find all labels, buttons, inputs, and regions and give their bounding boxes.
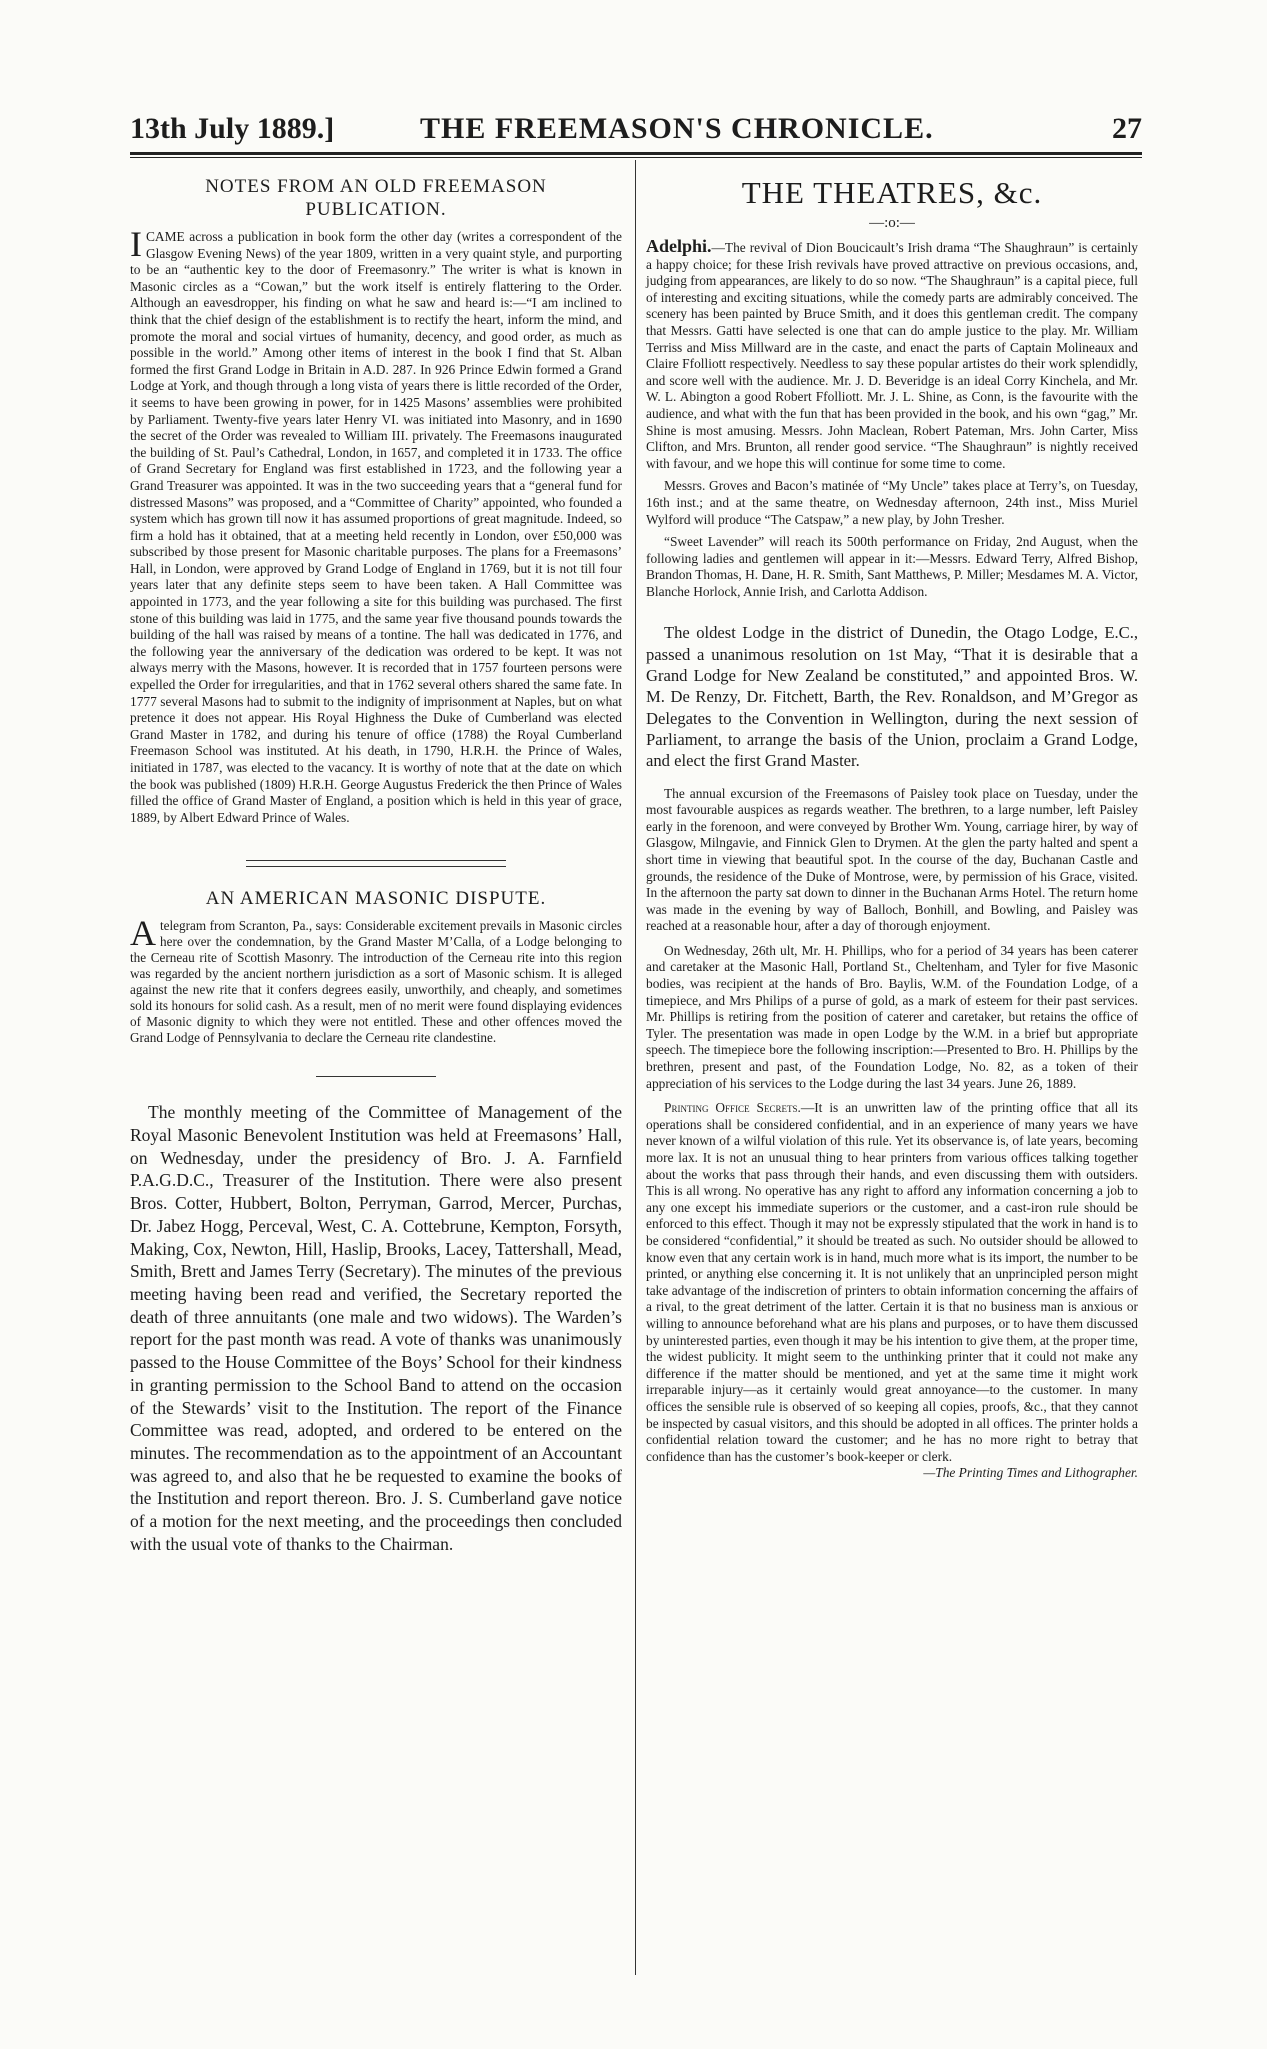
column-divider <box>635 160 636 1975</box>
left-column <box>130 175 622 1555</box>
page-number: 27 <box>1112 112 1142 145</box>
groves-notice: Messrs. Groves and Bacon’s matinée of “My Uncle” takes place at Terry’s, on Tuesday, 16th inst.; and at the same theatre, on Wednesday afternoon, 24th inst., Miss Muriel Wylford will produce “The Catspaw,” a new play, by John Tresher. <box>646 478 1138 527</box>
printing-lead: Printing Office Secrets. <box>664 1100 801 1116</box>
adelphi-review: —The revival of Dion Boucicault’s Irish drama “The Shaughraun” is certainly a happy choice; for these Irish revivals have proved attractive on previous occasions, and, judging from appearances, are likely to do so now. “The Shaughraun” is a capital piece, full of interesting and exciting situations, while the comedy parts are admirably conceived. The scenery has been painted by Bruce Smith, and it does this gentleman credit. The company that Messrs. Gatti have selected is one that can do ample justice to the play. Mr. William Terriss and Miss Millward are in the caste, and enact the parts of Captain Molineaux and Claire Ffolliott respectively. Needless to say these popular artistes do their work splendidly, and score well with the audience. Mr. J. D. Beveridge is an ideal Corry Kinchela, and Mr. W. L. Abington a good Robert Ffolliott. Mr. J. L. Shine, as Conn, is the favourite with the audience, and what with the fun that has been provided in the book, and his own “gag,” Mr. Shine is most amusing. Messrs. John Maclean, Robert Pateman, Mrs. John Carter, Miss Clifton, and Mrs. Brunton, all render good service. “The Shaughraun” is nightly received with favour, and we hope this will continue for some time to come. <box>646 240 1138 471</box>
dispute-heading: AN AMERICAN MASONIC DISPUTE. <box>205 888 547 910</box>
committee-article: The monthly meeting of the Committee of Management of the Royal Masonic Benevolent Institution was held at Freemasons’ Hall, on Wednesday, under the presidency of Bro. J. A. Farnfield P.A.G.D.C., Treasurer of the Institution. There were also present Bros. Cotter, Hubbert, Bolton, Perryman, Garrod, Mercer, Purchas, Dr. Jabez Hogg, Perceval, West, C. A. Cottebrune, Kempton, Forsyth, Making, Cox, Newton, Hill, Haslip, Brooks, Lacey, Tattershall, Mead, Smith, Brett and James Terry (Secretary). The minutes of the previous meeting having been read and verified, the Secretary reported the death of three annuitants (one male and two widows). The Warden’s report for the past month was read. A vote of thanks was unanimously passed to the House Committee of the Boys’ School for their kindness in granting permission to the School Band to attend on the occasion of the Stewards’ visit to the Institution. The report of the Finance Committee was read, adopted, and ordered to be entered on the minutes. The recommendation as to the appointment of an Accountant was agreed to, and also that he be requested to examine the books of the Institution and report thereon. Bro. J. S. Cumberland gave notice of a motion for the next meeting, and the proceedings then concluded with the usual vote of thanks to the Chairman. <box>130 1102 622 1554</box>
header-rule-thin <box>130 157 1142 158</box>
lavender-notice: “Sweet Lavender” will reach its 500th performance on Friday, 2nd August, when the following ladies and gentlemen will appear in it:—Messrs. Edward Terry, Alfred Bishop, Brandon Thomas, H. Dane, H. R. Smith, Sant Matthews, P. Miller; Mesdames M. A. Victor, Blanche Horlock, Annie Irish, and Carlotta Addison. <box>646 534 1138 599</box>
notes-heading: NOTES FROM AN OLD FREEMASON PUBLICATION. <box>205 176 547 220</box>
theatres-heading: THE THEATRES, &c. <box>741 175 1043 210</box>
page-header <box>130 108 1142 156</box>
right-column <box>646 175 1138 1482</box>
printing-signature: —The Printing Times and Lithographer. <box>923 1465 1138 1481</box>
phillips-article: On Wednesday, 26th ult, Mr. H. Phillips, who for a period of 34 years has been caterer and caretaker at the Masonic Hall, Portland St., Cheltenham, and Tyler for five Masonic bodies, was recipient at the hands of Bro. Baylis, W.M. of the Foundation Lodge, of a timepiece, and Mrs Philips of a purse of gold, as a mark of esteem for their past services. Mr. Phillips is retiring from the position of caterer and caretaker, but retains the office of Tyler. The presentation was made in open Lodge by the W.M. in a brief but appropriate speech. The timepiece bore the following inscription:—Presented to Bro. H. Phillips by the brethren, present and past, of the Foundation Lodge, No. 82, as a token of their appreciation of his services to the Lodge during the last 34 years. June 26, 1889. <box>646 942 1138 1091</box>
dunedin-article: The oldest Lodge in the district of Dunedin, the Otago Lodge, E.C., passed a unanimous resolution on 1st May, “That it is desirable that a Grand Lodge for New Zealand be constituted,” and appointed Bros. W. M. De Renzy, Dr. Fitchett, Barth, the Rev. Ronaldson, and M’Gregor as Delegates to the Convention in Wellington, during the next session of Parliament, to arrange the basis of the Union, proclaim a Grand Lodge, and elect the first Grand Master. <box>646 623 1138 771</box>
issue-date: 13th July 1889.] <box>130 112 335 145</box>
section-divider <box>246 860 506 867</box>
adelphi-lead: Adelphi. <box>646 236 712 256</box>
ornament-separator: —:o:— <box>869 215 915 231</box>
header-rule <box>130 152 1142 155</box>
dispute-article: Atelegram from Scranton, Pa., says: Considerable excitement prevails in Masonic circles here over the condemnation, by the Grand Master M’Calla, of a Lodge belonging to the Cerneau rite of Scottish Masonry. The introduction of the Cerneau rite into this region was regarded by the ancient northern jurisdiction as a sort of Masonic schism. It is alleged against the new rite that it confers degrees easily, unworthily, and cheaply, and sometimes sold its honours for solid cash. As a result, men of no merit were found displaying evidences of Masonic dignity to which they were not entitled. These and other offences moved the Grand Lodge of Pennsylvania to declare the Cerneau rite clandestine. <box>130 913 622 1046</box>
printing-article: —It is an unwritten law of the printing office that all its operations shall be considered confidential, and in an experience of many years we have never known of a wilful violation of this rule. Yet its observance is, of late years, becoming more lax. It is not an unusual thing to hear printers from various offices talking together about the works that pass through their hands, and even discussing them with outsiders. This is all wrong. No operative has any right to afford any information concerning a job to any one except his immediate superiors or the customer, and a cast-iron rule should be enforced to this effect. Though it may not be expressly stipulated that the work in hand is to be considered “confidential,” it should be treated as such. No outsider should be allowed to know even that any certain work is in hand, much more what is its import, the number to be printed, or anything else concerning it. It is not unlikely that an unprincipled person might take advantage of the indiscretion of printers to obtain information concerning the affairs of a rival, to the great detriment of the latter. Certain it is that no business man is anxious or willing to announce beforehand what are his plans and purposes, or to have them discussed by uninterested parties, even though it may be his intention to give them, at the proper time, the widest publicity. It might seem to the unthinking printer that it could not make any difference if the matter should be mentioned, and yet at the same time it might work irreparable injury—as it certainly would great annoyance—to the customer. In many offices the sensible rule is observed of so keeping all copies, proofs, &c., that they cannot be inspected by casual visitors, and this should be adopted in all offices. The printer holds a confidential relation toward the customer; and he has no more right to betray that confidence than has the customer’s book-keeper or clerk. <box>646 1100 1138 1464</box>
notes-article: ICAME across a publication in book form the other day (writes a correspondent of the Glasgow Evening News) of the year 1809, written in a very quaint style, and purporting to be an “authentic key to the door of Freemasonry.” The writer is what is known in Masonic circles as a “Cowan,” but the work itself is entirely flattering to the Order. Although an eavesdropper, his finding on what he saw and heard is:—“I am inclined to think that the chief design of the establishment is to rectify the heart, inform the mind, and promote the moral and social virtues of humanity, decency, and good order, as much as possible in the world.” Among other items of interest in the book I find that St. Alban formed the first Grand Lodge in Britain in A.D. 287. In 926 Prince Edwin formed a Grand Lodge at York, and though through a long vista of years there is little recorded of the Order, it seems to have been growing in power, for in 1425 Masons’ assemblies were prohibited by Parliament. Twenty-five years later Henry VI. was initiated into Masonry, and in 1690 the secret of the Order was revealed to William III. privately. The Freemasons inaugurated the building of St. Paul’s Cathedral, London, in 1657, and completed it in 1733. The office of Grand Secretary for England was first established in 1723, and the following year a Grand Treasurer was appointed. It was in the two succeeding years that a “general fund for distressed Masons” was proposed, and a “Committee of Charity” appointed, who founded a system which has grown till now it has assumed proportions of great magnitude. Indeed, so firm a hold has it obtained, that at a meeting held recently in London, over £50,000 was subscribed by those present for Masonic charitable purposes. The plans for a Freemasons’ Hall, in London, were approved by Grand Lodge of England in 1769, but it is not till four years later that any definite steps seem to have been taken. A Hall Committee was appointed in 1773, and the year following a site for this building was purchased. The first stone of this building was laid in 1775, and the same year five thousand pounds towards the building of the hall was raised by means of a tontine. The hall was dedicated in 1776, and the following year the anniversary of the dedication was ordered to be kept. It was not always merry with the Masons, however. It is recorded that in 1757 fourteen persons were expelled the Order for irregularities, and that in 1762 several others shared the same fate. In 1777 several Masons had to submit to the indignity of imprisonment at Naples, but on what pretence it does not appear. His Royal Highness the Duke of Cumberland was elected Grand Master in 1782, and during his tenure of office (1788) the Royal Cumberland Freemason School was instituted. At his death, in 1790, H.R.H. the Prince of Wales, initiated in 1787, was elected to the vacancy. It is worthy of note that at the date on which the book was published (1809) H.R.H. George Augustus Frederick the then Prince of Wales filled the office of Grand Master of England, a position which is held in this year of grace, 1889, by Albert Edward Prince of Wales. <box>130 224 622 825</box>
paisley-article: The annual excursion of the Freemasons of Paisley took place on Tuesday, under the most favourable auspices as regards weather. The brethren, to a large number, left Paisley early in the forenoon, and were conveyed by Brother Wm. Young, carriage hirer, by way of Glasgow, Milngavie, and Finnick Glen to Drymen. At the glen the party halted and spent a short time in viewing that beautiful spot. In the course of the day, Buchanan Castle and grounds, the residence of the Duke of Montrose, were, by permission of his Grace, visited. In the afternoon the party sat down to dinner in the Buchanan Arms Hotel. The return home was made in the evening by way of Balloch, Bonhill, and Bowling, and Paisley was reached at a reasonable hour, after a day of thorough enjoyment. <box>646 785 1138 934</box>
masthead-title: THE FREEMASON'S CHRONICLE. <box>420 112 934 145</box>
